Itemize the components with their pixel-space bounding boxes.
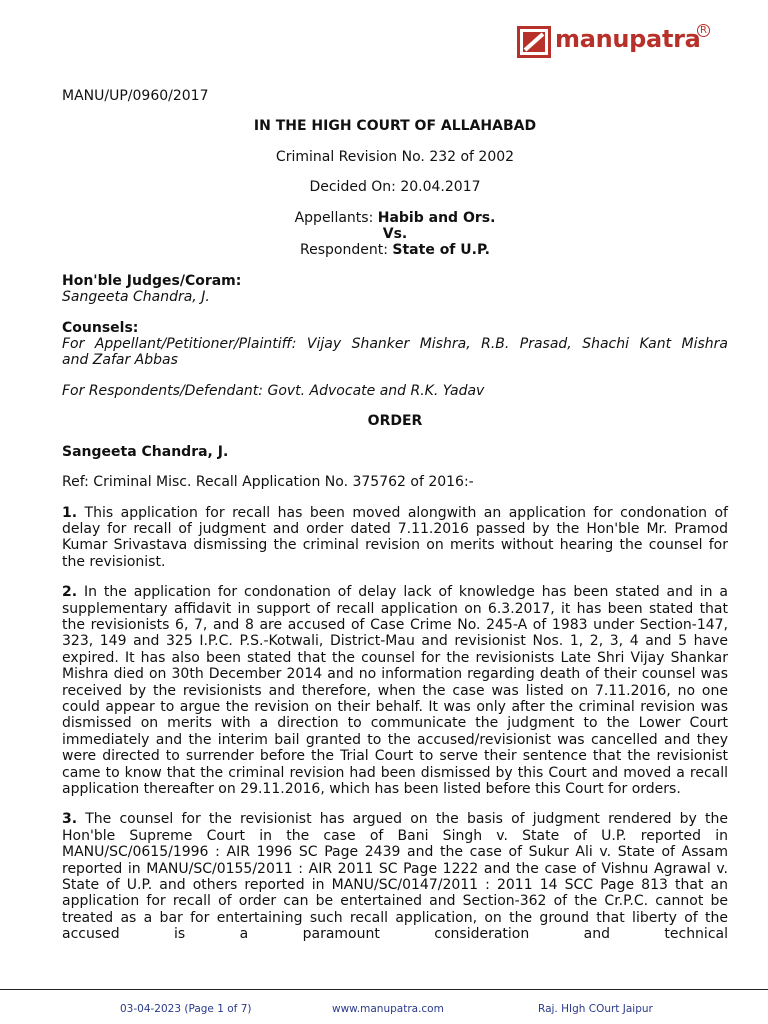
judgment-document	[62, 88, 728, 943]
paragraph-text: This application for recall has been moved alongwith an application for condonation of delay for recall of judgment and order dated 7.11.2016 passed by the Hon'ble Mr. Pramod Kumar Srivastava dismissing the criminal revision on merits without hearing the counsel for the revisionist.	[62, 504, 728, 570]
order-judge: Sangeeta Chandra, J.	[62, 443, 229, 460]
counsels-section	[62, 320, 728, 400]
respondent-counsel-label: For Respondents/Defendant:	[62, 382, 264, 399]
judges-names: Sangeeta Chandra, J.	[62, 289, 210, 306]
paragraph-2	[62, 584, 728, 797]
appellant-counsel-line2: and Zafar Abbas	[62, 352, 178, 369]
footer-website-link[interactable]: www.manupatra.com	[332, 1003, 444, 1015]
counsels-heading: Counsels:	[62, 319, 139, 336]
footer-divider	[0, 989, 768, 990]
citation: MANU/UP/0960/2017	[62, 88, 209, 104]
decided-on: Decided On: 20.04.2017	[309, 179, 481, 196]
paragraph-3	[62, 811, 728, 942]
manupatra-logo	[517, 24, 713, 60]
paragraph-text: The counsel for the revisionist has argued on the basis of judgment rendered by the Hon'ble Supreme Court in the case of Bani Singh v. State of U.P. reported in MANU/SC/0615/1996 : AIR 1996 SC Page 2439 and the case of Sukur Ali v. State of Assam reported in MANU/SC/0155/2011 : AIR 2011 SC Page 1222 and the case of Vishnu Agrawal v. State of U.P. and others reported in MANU/SC/0147/2011 : 2011 14 SCC Page 813 that an application for recall of order can be entertained and Section-362 of the Cr.P.C. cannot be treated as a bar for entertaining such recall application, on the ground that liberty of the accused is a paramount consideration and technical	[62, 811, 728, 943]
registered-mark: R	[697, 24, 710, 37]
parties	[62, 210, 728, 259]
brand-name: manupatra	[555, 25, 701, 53]
respondent-counsel	[62, 383, 728, 399]
respondent-label: Respondent:	[300, 242, 388, 259]
versus: Vs.	[382, 226, 408, 243]
order-title: ORDER	[367, 413, 423, 430]
appellants-label: Appellants:	[294, 209, 374, 226]
court-name: IN THE HIGH COURT OF ALLAHABAD	[253, 118, 537, 135]
appellant-counsel-label: For Appellant/Petitioner/Plaintiff:	[62, 336, 297, 353]
case-number: Criminal Revision No. 232 of 2002	[275, 148, 515, 165]
paragraph-number: 1.	[62, 504, 78, 521]
judges-section	[62, 273, 728, 306]
respondent-name: State of U.P.	[392, 242, 490, 259]
appellant-counsel-names: Vijay Shanker Mishra, R.B. Prasad, Shachi Kant Mishra	[296, 336, 729, 353]
reference-line: Ref: Criminal Misc. Recall Application No. 375762 of 2016:-	[62, 474, 474, 491]
respondent-counsel-names: Govt. Advocate and R.K. Yadav	[263, 382, 485, 399]
judges-heading: Hon'ble Judges/Coram:	[62, 272, 242, 289]
paragraph-number: 3.	[62, 811, 78, 828]
footer-source: Raj. HIgh COurt Jaipur	[538, 1003, 653, 1015]
appellants-name: Habib and Ors.	[377, 209, 496, 226]
paragraph-number: 2.	[62, 584, 78, 601]
paragraph-1	[62, 505, 728, 571]
footer-page-info: 03-04-2023 (Page 1 of 7)	[120, 1003, 252, 1015]
paragraph-text: In the application for condonation of delay lack of knowledge has been stated and in a supplementary affidavit in support of recall application on 6.3.2017, it has been stated that the revisionists 6, 7, and 8 are accused of Case Crime No. 245-A of 1983 under Section-147, 323, 149 and 325 I.P.C. P.S.-Kotwali, District-Mau and revisionist Nos. 1, 2, 3, 4 and 5 have expired. It has also been stated that the counsel for the revisionists Late Shri Vijay Shankar Mishra died on 30th December 2014 and no information regarding death of their counsel was received by the revisionists and therefore, when the case was listed on 7.11.2016, no one could appear to argue the revision on their behalf. It was only after the criminal revision was dismissed on merits with a direction to communicate the judgment to the Lower Court immediately and the interim bail granted to the accused/revisionist was cancelled and they were directed to surrender before the Trial Court to serve their sentence that the revisionist came to know that the criminal revision had been dismissed by this Court and moved a recall application thereafter on 29.11.2016, which has been listed before this Court for orders.	[62, 584, 728, 797]
appellant-counsel-line1	[62, 336, 728, 352]
manupatra-logo-icon	[517, 26, 551, 58]
